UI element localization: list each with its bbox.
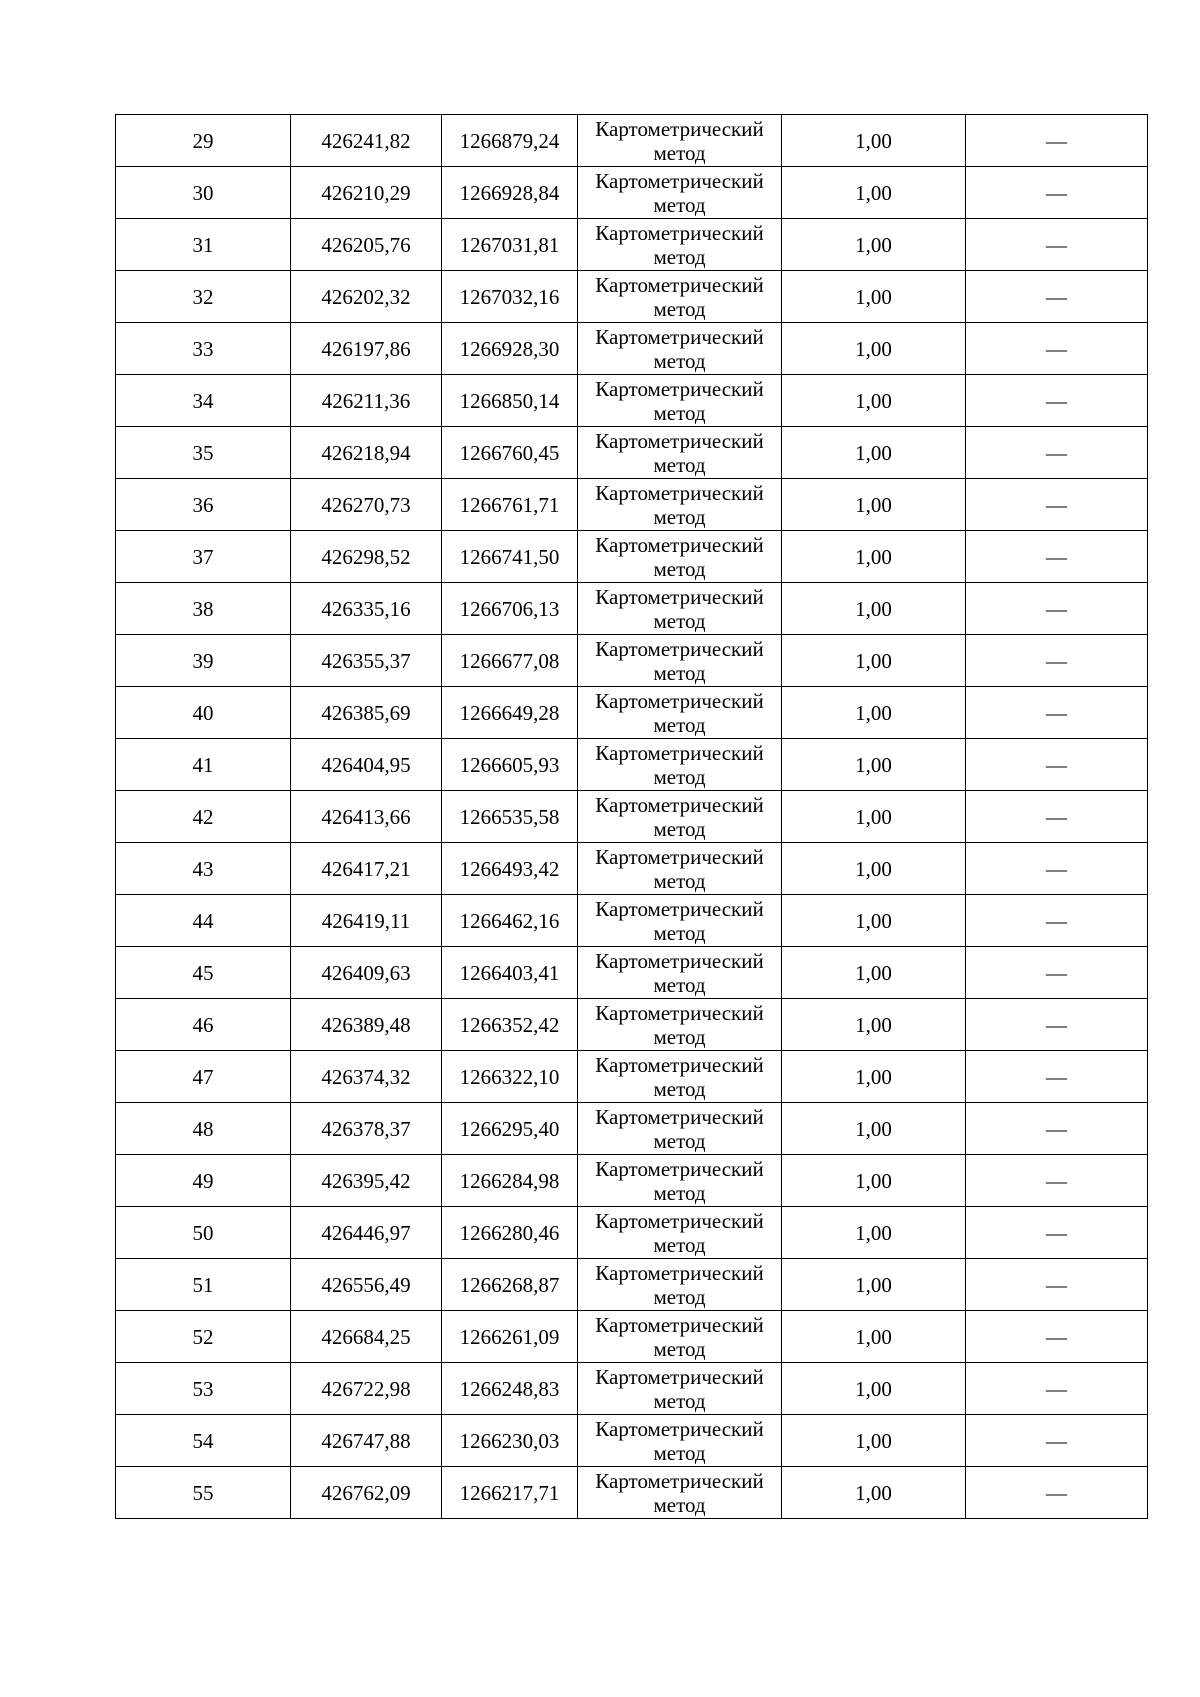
method-line-1: Картометрический <box>595 948 764 973</box>
method-line-2: метод <box>653 1180 706 1205</box>
point-number-cell: 42 <box>116 791 291 843</box>
note-cell: — <box>966 219 1148 271</box>
method-line-2: метод <box>653 1024 706 1049</box>
accuracy-cell: 1,00 <box>782 1467 966 1519</box>
point-number-cell: 41 <box>116 739 291 791</box>
method-line-2: метод <box>653 712 706 737</box>
table-row <box>116 219 1148 271</box>
method-line-2: метод <box>653 192 706 217</box>
method-cell <box>578 1311 782 1363</box>
x-coordinate-cell: 426355,37 <box>291 635 442 687</box>
note-cell: — <box>966 375 1148 427</box>
method-line-1: Картометрический <box>595 844 764 869</box>
point-number-cell: 30 <box>116 167 291 219</box>
table-row <box>116 479 1148 531</box>
table-row <box>116 843 1148 895</box>
method-line-1: Картометрический <box>595 168 764 193</box>
table-row <box>116 1207 1148 1259</box>
method-line-2: метод <box>653 972 706 997</box>
method-cell <box>578 219 782 271</box>
y-coordinate-cell: 1266284,98 <box>442 1155 578 1207</box>
y-coordinate-cell: 1266879,24 <box>442 115 578 167</box>
table-row <box>116 947 1148 999</box>
y-coordinate-cell: 1266352,42 <box>442 999 578 1051</box>
point-number-cell: 34 <box>116 375 291 427</box>
method-cell <box>578 895 782 947</box>
table-row <box>116 375 1148 427</box>
point-number-cell: 49 <box>116 1155 291 1207</box>
note-cell: — <box>966 271 1148 323</box>
coordinates-table <box>115 114 1148 1519</box>
method-cell <box>578 323 782 375</box>
method-line-2: метод <box>653 1440 706 1465</box>
table-row <box>116 323 1148 375</box>
table-row <box>116 791 1148 843</box>
note-cell: — <box>966 323 1148 375</box>
point-number-cell: 29 <box>116 115 291 167</box>
point-number-cell: 43 <box>116 843 291 895</box>
y-coordinate-cell: 1266268,87 <box>442 1259 578 1311</box>
x-coordinate-cell: 426413,66 <box>291 791 442 843</box>
y-coordinate-cell: 1266850,14 <box>442 375 578 427</box>
method-line-1: Картометрический <box>595 272 764 297</box>
method-line-1: Картометрический <box>595 1364 764 1389</box>
x-coordinate-cell: 426446,97 <box>291 1207 442 1259</box>
note-cell: — <box>966 1051 1148 1103</box>
note-cell: — <box>966 843 1148 895</box>
point-number-cell: 36 <box>116 479 291 531</box>
y-coordinate-cell: 1266741,50 <box>442 531 578 583</box>
method-line-1: Картометрический <box>595 532 764 557</box>
method-cell <box>578 427 782 479</box>
y-coordinate-cell: 1266760,45 <box>442 427 578 479</box>
accuracy-cell: 1,00 <box>782 167 966 219</box>
accuracy-cell: 1,00 <box>782 375 966 427</box>
point-number-cell: 50 <box>116 1207 291 1259</box>
method-line-1: Картометрический <box>595 324 764 349</box>
x-coordinate-cell: 426409,63 <box>291 947 442 999</box>
table-row <box>116 1259 1148 1311</box>
method-line-2: метод <box>653 140 706 165</box>
point-number-cell: 55 <box>116 1467 291 1519</box>
x-coordinate-cell: 426335,16 <box>291 583 442 635</box>
x-coordinate-cell: 426556,49 <box>291 1259 442 1311</box>
method-line-1: Картометрический <box>595 792 764 817</box>
method-line-2: метод <box>653 764 706 789</box>
method-cell <box>578 1259 782 1311</box>
method-line-2: метод <box>653 1128 706 1153</box>
accuracy-cell: 1,00 <box>782 947 966 999</box>
method-line-1: Картометрический <box>595 1312 764 1337</box>
table-row <box>116 167 1148 219</box>
x-coordinate-cell: 426419,11 <box>291 895 442 947</box>
method-line-1: Картометрический <box>595 636 764 661</box>
y-coordinate-cell: 1266706,13 <box>442 583 578 635</box>
method-line-2: метод <box>653 296 706 321</box>
method-line-1: Картометрический <box>595 428 764 453</box>
note-cell: — <box>966 531 1148 583</box>
method-cell <box>578 167 782 219</box>
note-cell: — <box>966 1207 1148 1259</box>
method-line-1: Картометрический <box>595 116 764 141</box>
method-line-1: Картометрический <box>595 1468 764 1493</box>
accuracy-cell: 1,00 <box>782 115 966 167</box>
note-cell: — <box>966 583 1148 635</box>
method-cell <box>578 1051 782 1103</box>
table-row <box>116 1467 1148 1519</box>
method-line-2: метод <box>653 660 706 685</box>
method-line-1: Картометрический <box>595 376 764 401</box>
note-cell: — <box>966 1311 1148 1363</box>
method-cell <box>578 115 782 167</box>
x-coordinate-cell: 426270,73 <box>291 479 442 531</box>
method-line-1: Картометрический <box>595 1052 764 1077</box>
method-cell <box>578 271 782 323</box>
accuracy-cell: 1,00 <box>782 999 966 1051</box>
method-cell <box>578 375 782 427</box>
y-coordinate-cell: 1266535,58 <box>442 791 578 843</box>
y-coordinate-cell: 1266217,71 <box>442 1467 578 1519</box>
accuracy-cell: 1,00 <box>782 739 966 791</box>
note-cell: — <box>966 947 1148 999</box>
y-coordinate-cell: 1266649,28 <box>442 687 578 739</box>
method-cell <box>578 583 782 635</box>
table-row <box>116 583 1148 635</box>
table-row <box>116 1051 1148 1103</box>
x-coordinate-cell: 426747,88 <box>291 1415 442 1467</box>
method-cell <box>578 1415 782 1467</box>
table-row <box>116 1311 1148 1363</box>
y-coordinate-cell: 1266677,08 <box>442 635 578 687</box>
table-row <box>116 1363 1148 1415</box>
accuracy-cell: 1,00 <box>782 1415 966 1467</box>
point-number-cell: 38 <box>116 583 291 635</box>
method-cell <box>578 791 782 843</box>
accuracy-cell: 1,00 <box>782 1259 966 1311</box>
point-number-cell: 39 <box>116 635 291 687</box>
accuracy-cell: 1,00 <box>782 427 966 479</box>
method-line-2: метод <box>653 608 706 633</box>
note-cell: — <box>966 1467 1148 1519</box>
accuracy-cell: 1,00 <box>782 843 966 895</box>
note-cell: — <box>966 1415 1148 1467</box>
x-coordinate-cell: 426389,48 <box>291 999 442 1051</box>
note-cell: — <box>966 635 1148 687</box>
method-line-1: Картометрический <box>595 480 764 505</box>
x-coordinate-cell: 426684,25 <box>291 1311 442 1363</box>
point-number-cell: 46 <box>116 999 291 1051</box>
y-coordinate-cell: 1267031,81 <box>442 219 578 271</box>
note-cell: — <box>966 115 1148 167</box>
note-cell: — <box>966 427 1148 479</box>
method-cell <box>578 1155 782 1207</box>
method-cell <box>578 739 782 791</box>
y-coordinate-cell: 1266493,42 <box>442 843 578 895</box>
accuracy-cell: 1,00 <box>782 1207 966 1259</box>
table-row <box>116 427 1148 479</box>
point-number-cell: 52 <box>116 1311 291 1363</box>
table-row <box>116 1155 1148 1207</box>
accuracy-cell: 1,00 <box>782 583 966 635</box>
y-coordinate-cell: 1266761,71 <box>442 479 578 531</box>
coordinates-table-body <box>116 115 1148 1519</box>
x-coordinate-cell: 426385,69 <box>291 687 442 739</box>
y-coordinate-cell: 1266928,84 <box>442 167 578 219</box>
table-row <box>116 1103 1148 1155</box>
point-number-cell: 48 <box>116 1103 291 1155</box>
table-row <box>116 271 1148 323</box>
accuracy-cell: 1,00 <box>782 635 966 687</box>
method-line-2: метод <box>653 868 706 893</box>
point-number-cell: 31 <box>116 219 291 271</box>
point-number-cell: 35 <box>116 427 291 479</box>
x-coordinate-cell: 426211,36 <box>291 375 442 427</box>
table-row <box>116 1415 1148 1467</box>
table-row <box>116 635 1148 687</box>
accuracy-cell: 1,00 <box>782 687 966 739</box>
method-line-1: Картометрический <box>595 220 764 245</box>
x-coordinate-cell: 426197,86 <box>291 323 442 375</box>
x-coordinate-cell: 426205,76 <box>291 219 442 271</box>
note-cell: — <box>966 479 1148 531</box>
method-line-1: Картометрический <box>595 584 764 609</box>
method-cell <box>578 687 782 739</box>
method-line-2: метод <box>653 1388 706 1413</box>
table-row <box>116 687 1148 739</box>
accuracy-cell: 1,00 <box>782 1051 966 1103</box>
note-cell: — <box>966 895 1148 947</box>
note-cell: — <box>966 1155 1148 1207</box>
note-cell: — <box>966 739 1148 791</box>
accuracy-cell: 1,00 <box>782 1103 966 1155</box>
y-coordinate-cell: 1266295,40 <box>442 1103 578 1155</box>
method-cell <box>578 947 782 999</box>
y-coordinate-cell: 1266322,10 <box>442 1051 578 1103</box>
method-line-2: метод <box>653 1076 706 1101</box>
method-cell <box>578 1467 782 1519</box>
point-number-cell: 32 <box>116 271 291 323</box>
y-coordinate-cell: 1266230,03 <box>442 1415 578 1467</box>
x-coordinate-cell: 426378,37 <box>291 1103 442 1155</box>
method-line-1: Картометрический <box>595 1260 764 1285</box>
x-coordinate-cell: 426395,42 <box>291 1155 442 1207</box>
note-cell: — <box>966 791 1148 843</box>
y-coordinate-cell: 1266928,30 <box>442 323 578 375</box>
method-line-1: Картометрический <box>595 1156 764 1181</box>
y-coordinate-cell: 1266462,16 <box>442 895 578 947</box>
point-number-cell: 45 <box>116 947 291 999</box>
accuracy-cell: 1,00 <box>782 323 966 375</box>
x-coordinate-cell: 426298,52 <box>291 531 442 583</box>
method-cell <box>578 999 782 1051</box>
point-number-cell: 37 <box>116 531 291 583</box>
note-cell: — <box>966 1259 1148 1311</box>
point-number-cell: 47 <box>116 1051 291 1103</box>
method-line-2: метод <box>653 348 706 373</box>
method-line-1: Картометрический <box>595 1000 764 1025</box>
method-line-2: метод <box>653 452 706 477</box>
y-coordinate-cell: 1266280,46 <box>442 1207 578 1259</box>
x-coordinate-cell: 426202,32 <box>291 271 442 323</box>
y-coordinate-cell: 1266261,09 <box>442 1311 578 1363</box>
x-coordinate-cell: 426374,32 <box>291 1051 442 1103</box>
method-line-1: Картометрический <box>595 740 764 765</box>
method-line-1: Картометрический <box>595 896 764 921</box>
accuracy-cell: 1,00 <box>782 791 966 843</box>
method-line-1: Картометрический <box>595 1416 764 1441</box>
x-coordinate-cell: 426722,98 <box>291 1363 442 1415</box>
method-line-2: метод <box>653 1492 706 1517</box>
accuracy-cell: 1,00 <box>782 1311 966 1363</box>
point-number-cell: 40 <box>116 687 291 739</box>
point-number-cell: 53 <box>116 1363 291 1415</box>
method-line-2: метод <box>653 556 706 581</box>
method-line-1: Картометрический <box>595 1208 764 1233</box>
table-row <box>116 999 1148 1051</box>
method-line-2: метод <box>653 504 706 529</box>
y-coordinate-cell: 1266248,83 <box>442 1363 578 1415</box>
y-coordinate-cell: 1267032,16 <box>442 271 578 323</box>
point-number-cell: 54 <box>116 1415 291 1467</box>
method-cell <box>578 635 782 687</box>
method-cell <box>578 1103 782 1155</box>
table-row <box>116 739 1148 791</box>
method-cell <box>578 1363 782 1415</box>
accuracy-cell: 1,00 <box>782 1363 966 1415</box>
x-coordinate-cell: 426210,29 <box>291 167 442 219</box>
x-coordinate-cell: 426404,95 <box>291 739 442 791</box>
point-number-cell: 44 <box>116 895 291 947</box>
y-coordinate-cell: 1266403,41 <box>442 947 578 999</box>
table-row <box>116 115 1148 167</box>
method-line-1: Картометрический <box>595 1104 764 1129</box>
note-cell: — <box>966 999 1148 1051</box>
point-number-cell: 33 <box>116 323 291 375</box>
x-coordinate-cell: 426762,09 <box>291 1467 442 1519</box>
note-cell: — <box>966 687 1148 739</box>
accuracy-cell: 1,00 <box>782 1155 966 1207</box>
method-line-2: метод <box>653 1232 706 1257</box>
accuracy-cell: 1,00 <box>782 479 966 531</box>
note-cell: — <box>966 167 1148 219</box>
table-row <box>116 531 1148 583</box>
method-line-2: метод <box>653 244 706 269</box>
accuracy-cell: 1,00 <box>782 219 966 271</box>
method-cell <box>578 479 782 531</box>
x-coordinate-cell: 426241,82 <box>291 115 442 167</box>
accuracy-cell: 1,00 <box>782 895 966 947</box>
accuracy-cell: 1,00 <box>782 271 966 323</box>
point-number-cell: 51 <box>116 1259 291 1311</box>
method-cell <box>578 1207 782 1259</box>
x-coordinate-cell: 426417,21 <box>291 843 442 895</box>
method-cell <box>578 843 782 895</box>
table-row <box>116 895 1148 947</box>
y-coordinate-cell: 1266605,93 <box>442 739 578 791</box>
method-line-2: метод <box>653 1336 706 1361</box>
method-line-2: метод <box>653 816 706 841</box>
method-line-1: Картометрический <box>595 688 764 713</box>
method-line-2: метод <box>653 400 706 425</box>
note-cell: — <box>966 1103 1148 1155</box>
method-line-2: метод <box>653 1284 706 1309</box>
method-line-2: метод <box>653 920 706 945</box>
note-cell: — <box>966 1363 1148 1415</box>
method-cell <box>578 531 782 583</box>
x-coordinate-cell: 426218,94 <box>291 427 442 479</box>
accuracy-cell: 1,00 <box>782 531 966 583</box>
